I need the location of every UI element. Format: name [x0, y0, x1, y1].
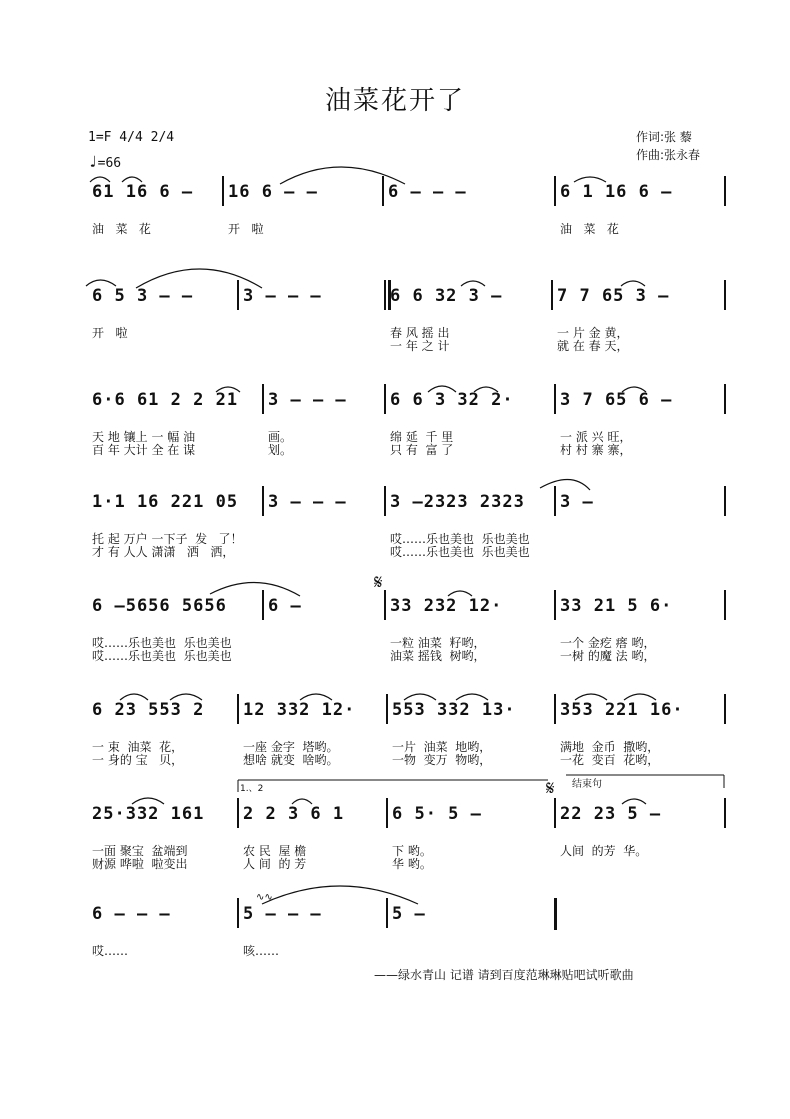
barline	[384, 280, 386, 310]
lyricist: 作词:张 藜	[636, 130, 692, 144]
lyric-line-1: 哎……	[92, 944, 129, 958]
measure-notes: 353 221 16·	[560, 700, 684, 720]
barline	[384, 486, 386, 516]
barline	[386, 898, 388, 928]
lyric-line-2: 就 在 春 天，	[557, 339, 629, 353]
measure-notes: 7 7 65 3 –	[557, 286, 670, 306]
composer: 作曲:张永春	[636, 148, 701, 162]
measure-notes: 6 23 553 2	[92, 700, 205, 720]
lyric-line-1: 下 哟。	[392, 844, 432, 858]
lyric-line-1: 一 束 油菜 花，	[92, 740, 184, 754]
lyric-line-2: 一树 的魔 法 哟，	[560, 649, 656, 663]
lyric-line-1: 一面 聚宝 盆端到	[92, 844, 188, 858]
barline	[262, 590, 264, 620]
tempo-marking: ♩=66	[88, 152, 122, 171]
measure-notes: 3 7 65 6 –	[560, 390, 673, 410]
barline	[384, 590, 386, 620]
measure-notes: 3 – – –	[243, 286, 322, 306]
lyric-line-1: 油 菜 花	[560, 222, 619, 236]
lyric-line-1: 哎……乐也美也 乐也美也	[92, 636, 232, 650]
barline	[724, 486, 726, 516]
lyric-line-1: 一粒 油菜 籽哟，	[390, 636, 486, 650]
lyric-line-1: 天 地 镶上 一 幅 油	[92, 430, 196, 444]
barline	[237, 798, 239, 828]
measure-notes: 3 – – –	[268, 492, 347, 512]
lyric-line-2: 哎……乐也美也 乐也美也	[390, 545, 530, 559]
footer-note: ——绿水青山 记谱 请到百度范琳琳贴吧试听歌曲	[374, 968, 634, 982]
lyric-line-1: 哎……乐也美也 乐也美也	[390, 532, 530, 546]
segno-icon: 𝄋	[374, 570, 383, 594]
barline	[237, 898, 239, 928]
lyric-line-1: 人间 的芳 华。	[560, 844, 648, 858]
barline	[554, 176, 556, 206]
barline	[554, 486, 556, 516]
barline	[724, 280, 726, 310]
volta-label: 1.、2	[240, 784, 264, 794]
barline	[382, 176, 384, 206]
measure-notes: 553 332 13·	[392, 700, 516, 720]
lyric-line-2: 想啥 就变 啥哟。	[243, 753, 339, 767]
quarter-note-icon: ♩	[88, 152, 98, 171]
tie-arc	[210, 582, 300, 596]
lyric-line-1: 咳……	[243, 944, 280, 958]
song-title: 油菜花开了	[324, 86, 465, 116]
barline	[262, 384, 264, 414]
lyric-line-1: 一片 油菜 地哟，	[392, 740, 492, 754]
lyric-line-2: 油菜 摇钱 树哟，	[390, 649, 486, 663]
barline	[386, 798, 388, 828]
measure-notes: 16 6 – –	[228, 182, 318, 202]
barline	[724, 798, 726, 828]
barline	[237, 280, 239, 310]
lyric-line-2: 一 身的 宝 贝，	[92, 753, 184, 767]
lyric-line-2: 人 间 的 芳	[243, 857, 307, 871]
coda-label: 结束句	[572, 779, 602, 790]
measure-notes: 5 – – –	[243, 904, 322, 924]
barline	[724, 176, 726, 206]
lyric-line-1: 绵 延 千 里	[390, 430, 454, 444]
barline	[262, 486, 264, 516]
lyric-line-2: 划。	[268, 443, 293, 457]
lyric-line-1: 开 啦	[92, 326, 128, 340]
tie-arc	[262, 886, 418, 904]
measure-notes: 33 232 12·	[390, 596, 503, 616]
measure-notes: 12 332 12·	[243, 700, 356, 720]
measure-notes: 1·1 16 221 05	[92, 492, 239, 512]
measure-notes: 6 – – –	[388, 182, 467, 202]
lyric-line-1: 开 啦	[228, 222, 264, 236]
measure-notes: 2 2 3 6 1	[243, 804, 345, 824]
barline	[554, 694, 556, 724]
lyric-line-2: 只 有 富 了	[390, 443, 454, 457]
lyric-line-2: 财源 哗啦 啦变出	[92, 857, 188, 871]
barline	[554, 384, 556, 414]
measure-notes: 6 6 32 3 –	[390, 286, 503, 306]
barline	[222, 176, 224, 206]
measure-notes: 3 – – –	[268, 390, 347, 410]
lyric-line-2: 哎……乐也美也 乐也美也	[92, 649, 232, 663]
barline	[554, 798, 556, 828]
lyric-line-1: 一 片 金 黄，	[557, 326, 629, 340]
lyric-line-1: 画。	[268, 430, 293, 444]
key-signature: 1=F 4/4 2/4	[88, 130, 175, 145]
measure-notes: 3 –2323 2323	[390, 492, 525, 512]
lyric-line-2: 一花 变百 花哟，	[560, 753, 660, 767]
lyric-line-2: 一 年 之 计	[390, 339, 450, 353]
barline	[724, 590, 726, 620]
measure-notes: 33 21 5 6·	[560, 596, 673, 616]
lyric-line-2: 才 有 人人 潇潇 洒 洒，	[92, 545, 235, 559]
barline	[554, 898, 557, 930]
tie-arc	[540, 479, 590, 490]
segno-icon: 𝄋	[546, 776, 555, 800]
measure-notes: 6 6 3 32 2·	[390, 390, 514, 410]
barline	[724, 694, 726, 724]
measure-notes: 6·6 61 2 2 21	[92, 390, 239, 410]
barline	[386, 694, 388, 724]
measure-notes: 3 –	[560, 492, 594, 512]
measure-notes: 6 –	[268, 596, 302, 616]
measure-notes: 22 23 5 –	[560, 804, 662, 824]
measure-notes: 6 5· 5 –	[392, 804, 482, 824]
lyric-line-2: 华 哟。	[392, 857, 432, 871]
barline	[551, 280, 553, 310]
lyric-line-1: 满地 金币 撒哟，	[560, 740, 660, 754]
measure-notes: 6 1 16 6 –	[560, 182, 673, 202]
lyric-line-1: 春 风 摇 出	[390, 326, 450, 340]
measure-notes: 6 –5656 5656	[92, 596, 227, 616]
lyric-line-1: 托 起 万户 一下子 发 了！	[92, 532, 243, 546]
lyric-line-2: 一物 变万 物哟，	[392, 753, 492, 767]
trill-icon: ∿∿	[256, 892, 273, 903]
lyric-line-2: 村 村 寨 寨，	[560, 443, 632, 457]
lyric-line-1: 一个 金疙 瘩 哟，	[560, 636, 656, 650]
measure-notes: 5 –	[392, 904, 426, 924]
lyric-line-1: 一 派 兴 旺，	[560, 430, 632, 444]
lyric-line-1: 油 菜 花	[92, 222, 151, 236]
measure-notes: 25·332 161	[92, 804, 205, 824]
barline	[384, 384, 386, 414]
barline	[724, 384, 726, 414]
measure-notes: 6 – – –	[92, 904, 171, 924]
lyric-line-1: 一座 金字 塔哟。	[243, 740, 339, 754]
barline	[554, 590, 556, 620]
barline	[237, 694, 239, 724]
lyric-line-1: 农 民 屋 檐	[243, 844, 307, 858]
measure-notes: 6 5 3 – –	[92, 286, 194, 306]
lyric-line-2: 百 年 大计 全 在 谋	[92, 443, 196, 457]
measure-notes: 61 16 6 –	[92, 182, 194, 202]
